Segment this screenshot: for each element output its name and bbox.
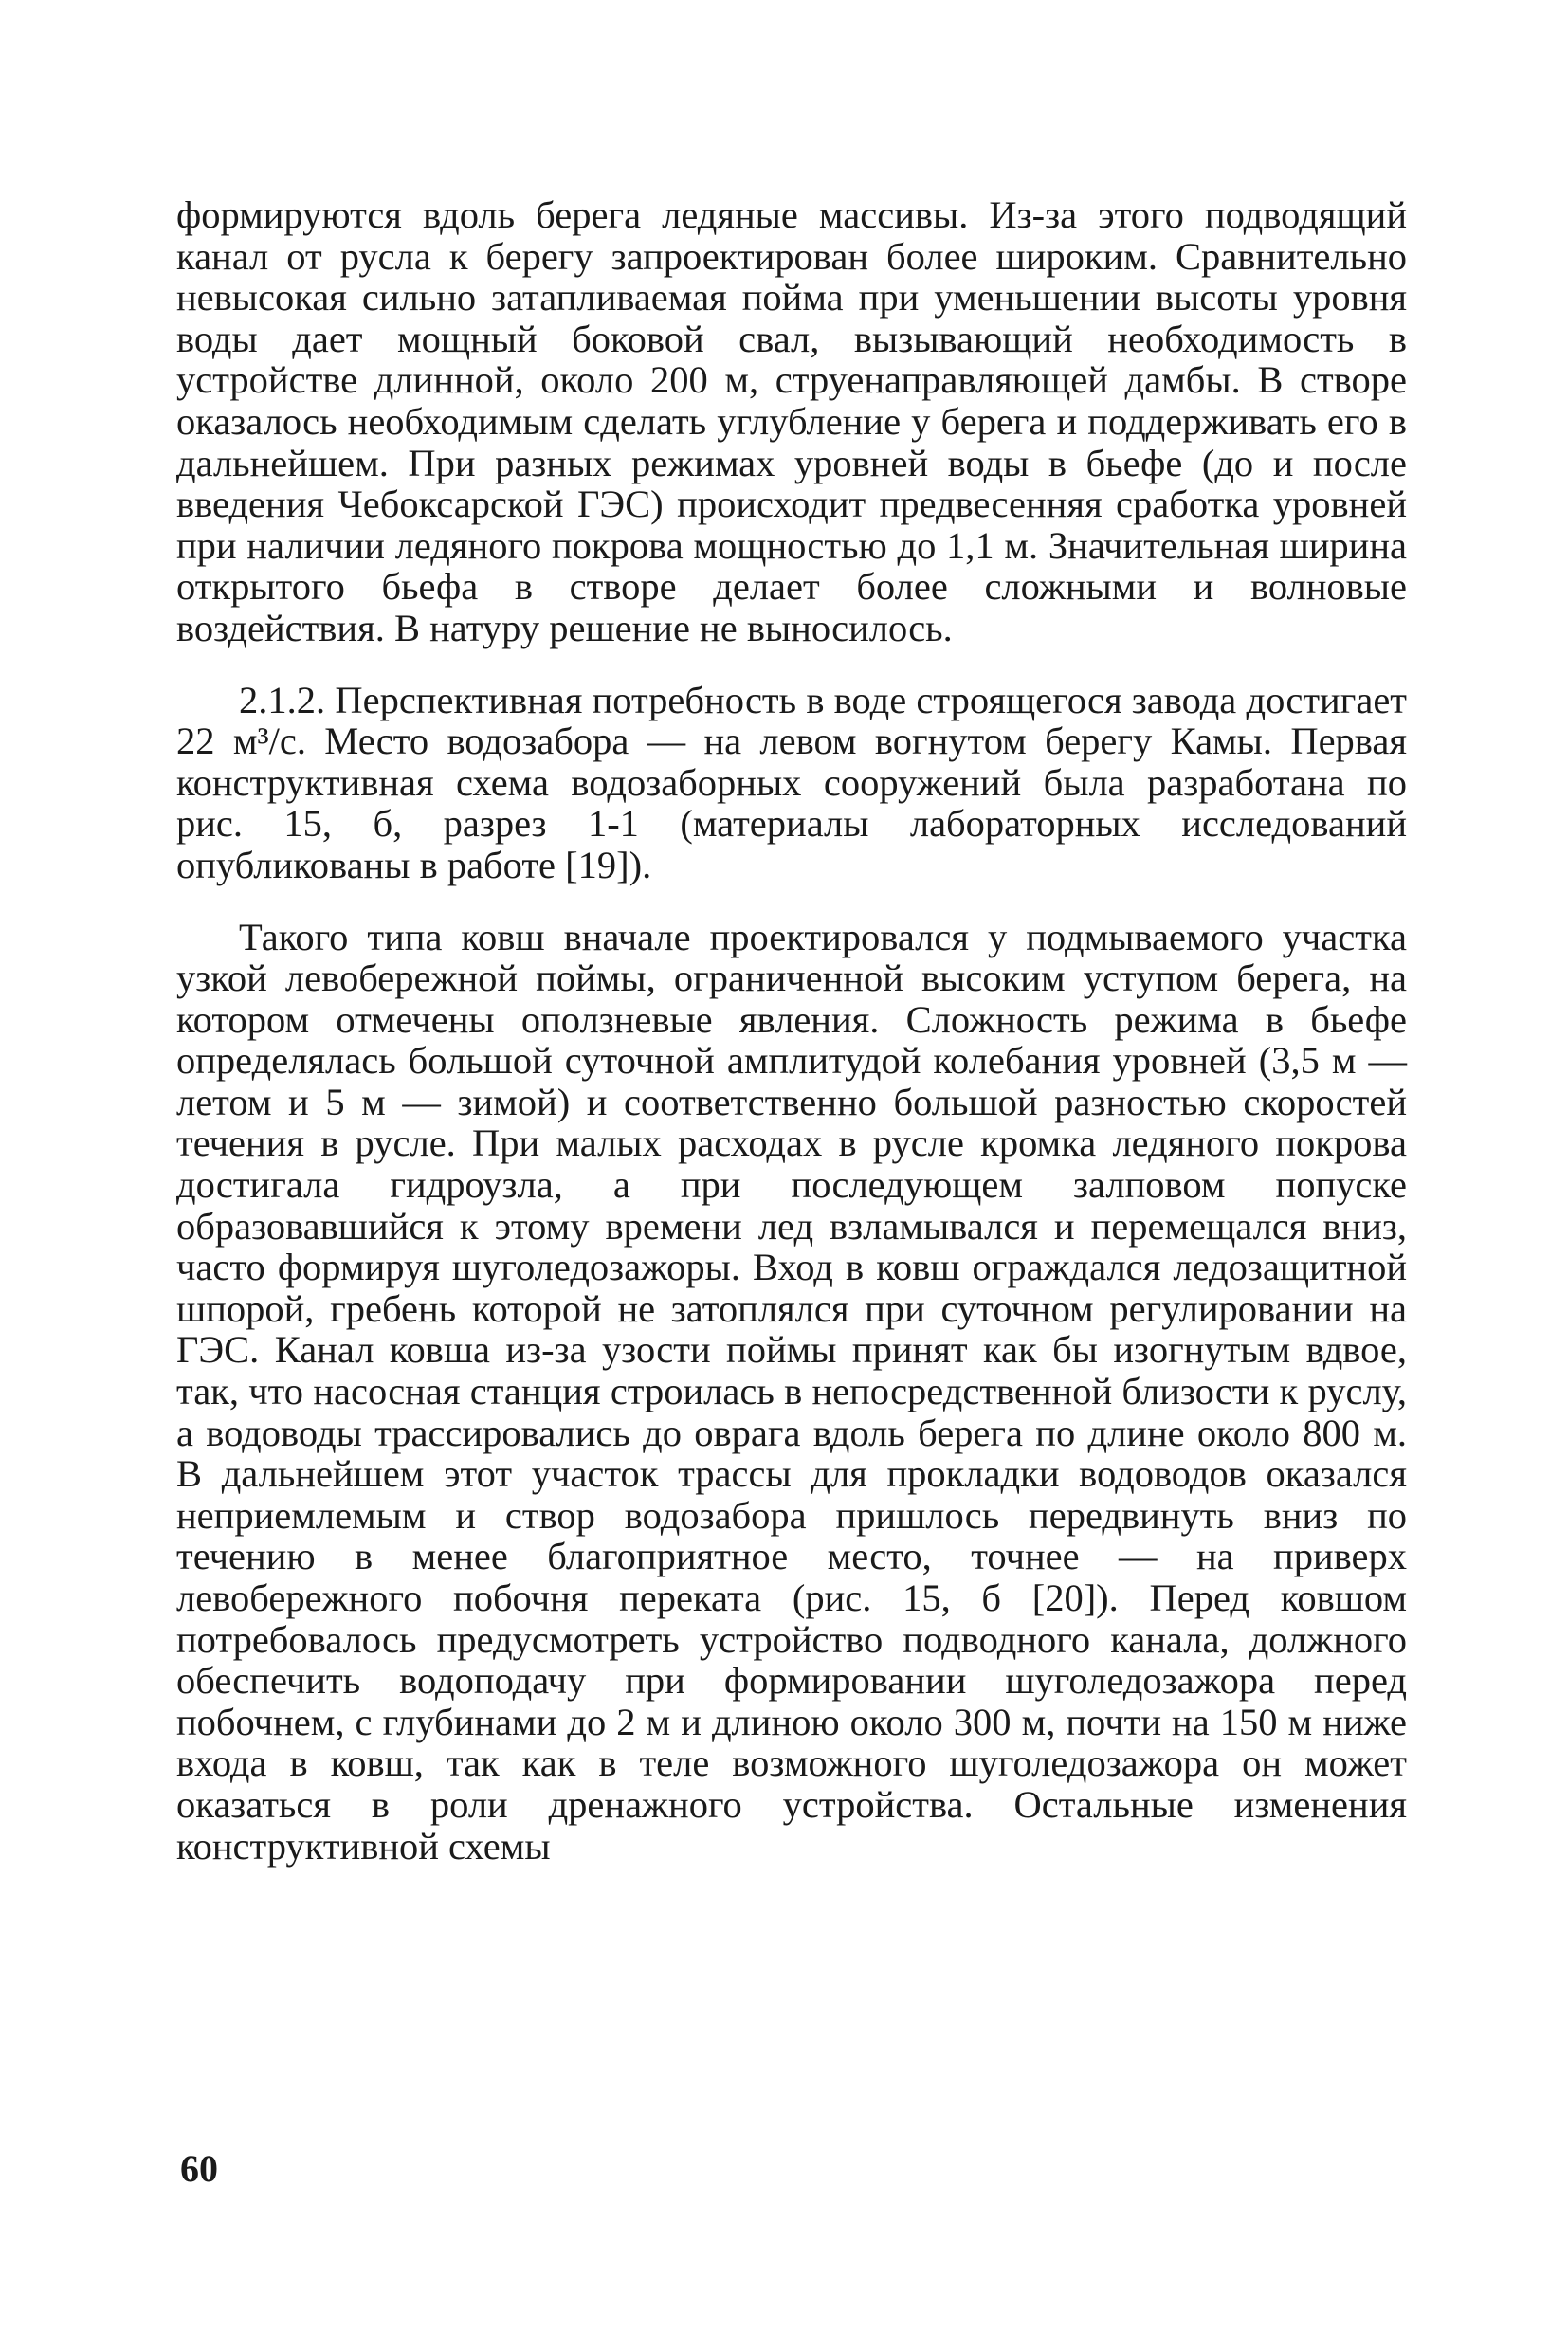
paragraph-section-2-1-2: 2.1.2. Перспективная потребность в воде строящегося завода достигает 22 м³/с. Место водозабора — на левом вогнутом берегу Камы. Первая конструктивная схема водозаборных сооружений была разработана по рис. 15, б, разрез 1-1 (материалы лабораторных исследований опубликованы в работе [19]). <box>176 678 1407 886</box>
paragraph-bucket-design: Такого типа ковш вначале проектировался у подмываемого участка узкой левобережной поймы, ограниченной высоким уступом берега, на котором отмечены оползневые явления. Сложность режима в бьефе определялась большой суточной амплитудой колебания уровней (3,5 м — летом и 5 м — зимой) и соответственно большой разностью скоростей течения в русле. При малых расходах в русле кромка ледяного покрова достигала гидроузла, а при последующем залповом попуске образовавшийся к этому времени лед взламывался и перемещался вниз, часто формируя шуголедозажоры. Вход в ковш ограждался ледозащитной шпорой, гребень которой не затоплялся при суточном регулировании на ГЭС. Канал ковша из-за узости поймы принят как бы изогнутым вдвое, так, что насосная станция строилась в непосредственной близости к руслу, а водоводы трассировались до оврага вдоль берега по длине около 800 м. В дальнейшем этот участок трассы для прокладки водоводов оказался неприемлемым и створ водозабора пришлось передвинуть вниз по течению в менее благоприятное место, точнее — на приверх левобережного побочня переката (рис. 15, б [20]). Перед ковшом потребовалось предусмотреть устройство подводного канала, должного обеспечить водоподачу при формировании шуголедозажора перед побочнем, с глубинами до 2 м и длиною около 300 м, почти на 150 м ниже входа в ковш, так как в теле возможного шуголедозажора он может оказаться в роли дренажного устройства. Остальные изменения конструктивной схемы <box>176 915 1407 1868</box>
paragraph-continuation: формируются вдоль берега ледяные массивы. Из-за этого подводящий канал от русла к берегу запроектирован более широким. Сравнительно невысокая сильно затапливаемая пойма при уменьшении высоты уровня воды дает мощный боковой свал, вызывающий необходимость в устройстве длинной, около 200 м, струенаправляющей дамбы. В створе оказалось необходимым сделать углубление у берега и поддерживать его в дальнейшем. При разных режимах уровней воды в бьефе (до и после введения Чебоксарской ГЭС) происходит предвесенняя сработка уровней при наличии ледяного покрова мощностью до 1,1 м. Значительная ширина открытого бьефа в створе делает более сложными и волновые воздействия. В натуру решение не выносилось. <box>176 193 1407 649</box>
body-text <box>176 194 1407 1867</box>
page-number: 60 <box>180 2147 218 2190</box>
